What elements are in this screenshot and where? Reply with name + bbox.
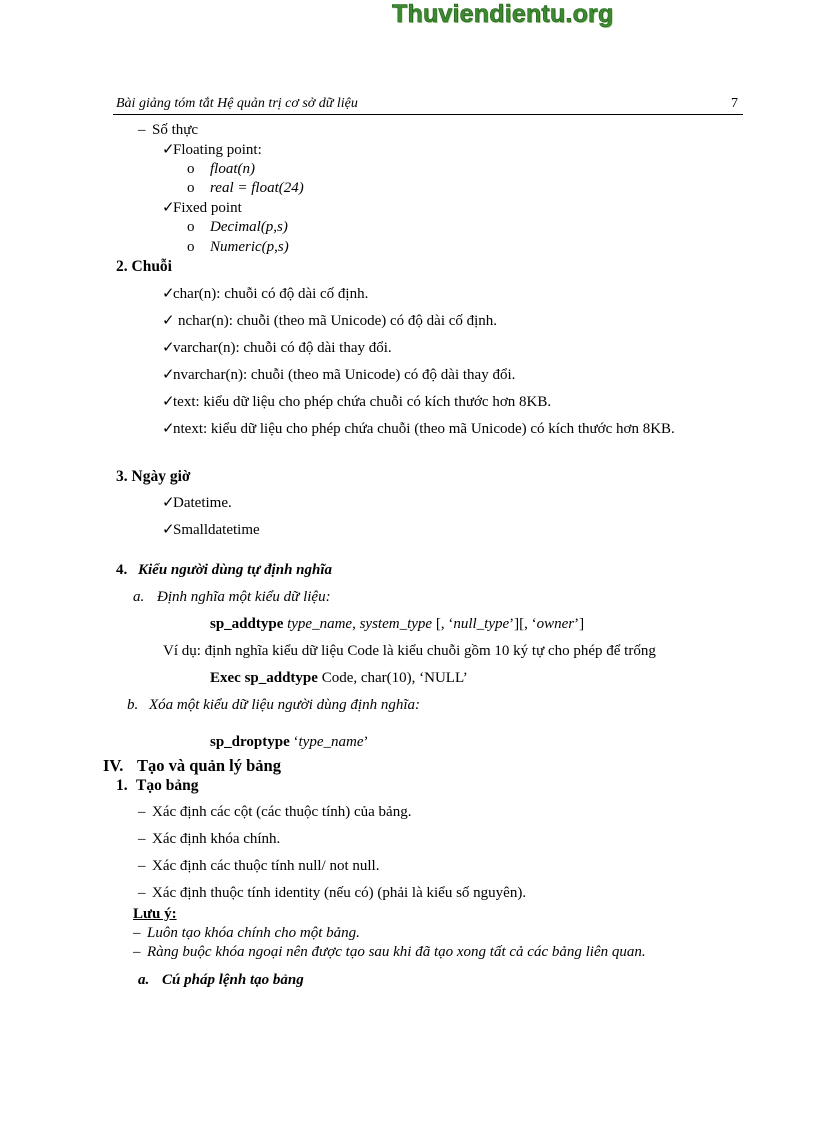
separator-text: , <box>352 616 356 632</box>
datetime-type-text: Smalldatetime <box>173 522 260 538</box>
section-datetime-heading: 3. Ngày giờ <box>116 468 191 485</box>
note-text: Luôn tạo khóa chính cho một bảng. <box>147 925 360 941</box>
fixed-point-label: Fixed point <box>173 200 242 216</box>
param-text: system_type <box>359 616 433 632</box>
step-text: Xác định khóa chính. <box>152 831 281 847</box>
step-text: Xác định thuộc tính identity (nếu có) (phải là kiểu số nguyên). <box>152 885 527 901</box>
section-udt-heading <box>116 563 332 578</box>
check-icon: ✓ <box>162 421 175 437</box>
check-icon: ✓ <box>162 495 175 511</box>
section-strings-heading: 2. Chuỗi <box>116 258 172 275</box>
string-type-text: ntext: kiểu dữ liệu cho phép chứa chuỗi (theo mã Unicode) có kích thước hơn 8KB. <box>173 421 675 437</box>
decimal-text: Decimal(p,s) <box>210 219 288 235</box>
floating-point-item <box>162 143 262 158</box>
list-item <box>187 240 289 255</box>
check-icon: ✓ <box>162 340 175 356</box>
page-number: 7 <box>731 96 738 111</box>
circle-bullet: o <box>187 219 195 235</box>
step-text: Xác định các cột (các thuộc tính) của bảng. <box>152 804 412 820</box>
list-item <box>162 395 551 410</box>
sub-text: Định nghĩa một kiểu dữ liệu: <box>157 589 331 605</box>
list-item <box>133 926 360 941</box>
list-item <box>138 805 411 820</box>
check-icon: ✓ <box>162 200 175 216</box>
list-item <box>187 181 304 196</box>
step-text: Xác định các thuộc tính null/ not null. <box>152 858 380 874</box>
create-table-heading <box>116 778 198 794</box>
list-item <box>138 832 280 847</box>
list-item <box>187 220 288 235</box>
note-label: Lưu ý: <box>133 906 177 922</box>
addtype-syntax <box>210 617 584 632</box>
separator-text: [, ‘ <box>432 616 454 632</box>
header-title: Bài giảng tóm tắt Hệ quản trị cơ sở dữ liệu <box>116 96 358 111</box>
quote-mark: ’ <box>363 734 369 750</box>
string-type-text: nchar(n): chuỗi (theo mã Unicode) có độ dài cố định. <box>178 313 498 329</box>
sub-label: a. <box>138 972 150 988</box>
list-item <box>138 886 526 901</box>
list-item <box>162 523 260 538</box>
sub-label: a. <box>133 589 145 605</box>
dash-bullet: – <box>138 804 146 820</box>
string-type-text: varchar(n): chuỗi có độ dài thay đổi. <box>173 340 392 356</box>
sub-label: b. <box>127 697 139 713</box>
floating-point-label: Floating point: <box>173 142 262 158</box>
string-type-text: text: kiểu dữ liệu cho phép chứa chuỗi có kích thước hơn 8KB. <box>173 394 552 410</box>
section-number: IV. <box>103 756 124 775</box>
numeric-text: Numeric(p,s) <box>210 239 289 255</box>
list-item <box>162 496 232 511</box>
exec-example <box>210 671 468 686</box>
param-text: type_name <box>298 734 364 750</box>
list-item <box>162 341 392 356</box>
syntax-heading <box>138 973 304 988</box>
circle-bullet: o <box>187 239 195 255</box>
param-text: owner <box>536 616 575 632</box>
droptype-syntax <box>210 735 368 750</box>
check-icon: ✓ <box>162 286 175 302</box>
section-number: 1. <box>116 777 128 794</box>
dash-bullet: – <box>138 831 146 847</box>
check-icon: ✓ <box>162 394 175 410</box>
float-n-text: float(n) <box>210 161 255 177</box>
site-logo: Thuviendientu.org <box>392 0 614 28</box>
string-type-text: nvarchar(n): chuỗi (theo mã Unicode) có độ dài thay đổi. <box>173 367 516 383</box>
example-text: Ví dụ: định nghĩa kiểu dữ liệu Code là kiểu chuỗi gồm 10 ký tự cho phép để trống <box>163 643 656 659</box>
string-type-text: char(n): chuỗi có độ dài cố định. <box>173 286 369 302</box>
separator-text: ’] <box>574 616 585 632</box>
command-args: Code, char(10), ‘NULL’ <box>321 670 468 686</box>
real-numbers-item <box>138 123 198 138</box>
udt-drop-item <box>127 698 420 713</box>
list-item <box>162 314 497 329</box>
command-name: sp_droptype <box>210 734 290 750</box>
section-title: Tạo bảng <box>136 777 199 794</box>
dash-bullet: – <box>138 122 146 138</box>
circle-bullet: o <box>187 161 195 177</box>
command-name: sp_addtype <box>210 616 284 632</box>
header-rule <box>113 114 743 115</box>
section-tables-heading <box>103 758 281 775</box>
udt-define-item <box>133 590 331 605</box>
note-text: Ràng buộc khóa ngoại nên được tạo sau khi đã tạo xong tất cả các bảng liên quan. <box>147 944 646 960</box>
dash-bullet: – <box>138 858 146 874</box>
circle-bullet: o <box>187 180 195 196</box>
dash-bullet: – <box>133 925 141 941</box>
check-icon: ✓ <box>162 313 175 329</box>
list-item <box>133 945 646 960</box>
dash-bullet: – <box>138 885 146 901</box>
separator-text: ’][, ‘ <box>509 616 537 632</box>
real-numbers-label: Số thực <box>152 122 199 138</box>
sub-text: Cú pháp lệnh tạo bảng <box>162 972 304 988</box>
command-name: Exec sp_addtype <box>210 670 318 686</box>
check-icon: ✓ <box>162 367 175 383</box>
dash-bullet: – <box>133 944 141 960</box>
list-item <box>138 859 379 874</box>
list-item <box>162 368 515 383</box>
list-item <box>187 162 255 177</box>
param-text: type_name <box>287 616 353 632</box>
fixed-point-item <box>162 201 242 216</box>
check-icon: ✓ <box>162 522 175 538</box>
quote-mark: ‘ <box>293 734 299 750</box>
real-float-text: real = float(24) <box>210 180 304 196</box>
section-title: Tạo và quản lý bảng <box>137 756 281 775</box>
section-number: 4. <box>116 562 128 578</box>
check-icon: ✓ <box>162 142 175 158</box>
param-text: null_type <box>453 616 510 632</box>
sub-text: Xóa một kiểu dữ liệu người dùng định nghĩa: <box>149 697 421 713</box>
datetime-type-text: Datetime. <box>173 495 232 511</box>
list-item <box>162 287 368 302</box>
section-title: Kiểu người dùng tự định nghĩa <box>138 562 333 578</box>
